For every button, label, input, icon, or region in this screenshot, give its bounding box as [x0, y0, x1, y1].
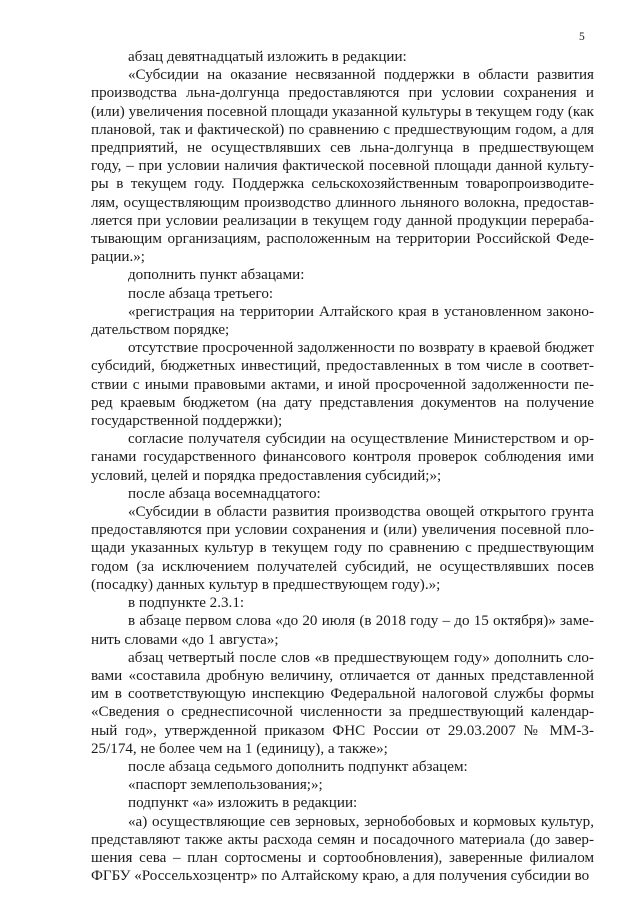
paragraph: «а) осуществляющие сев зерновых, зернобобовых и кормовых культур, представляют также акты расхода семян и посадочного материала (до завершения сева – план сортосмены и сортообновления), заверенные филиалом ФГБУ «Россельхозцентр» по Алтайскому краю, а для получения субсидии во [91, 813, 594, 885]
document-body [91, 48, 594, 885]
paragraph: подпункт «а» изложить в редакции: [128, 795, 358, 812]
page-number: 5 [579, 31, 585, 43]
paragraph: «паспорт землепользования;»; [128, 777, 323, 794]
paragraph: «Субсидии на оказание несвязанной поддержки в области развития производства льна-долгунца предоставляются при условии сохранения и (или) увеличения посевной площади указанной культуры в текущем году (как плановой, так и фактической) по сравнению с предшествующим годом, а для предприятий, не осуществлявших сев льна-долгунца в предшествующем году, – при условии наличия фактической посевной площади данной культуры в текущем году. Поддержка сельскохозяйственным товаропроизводителям, осуществляющим производство длинного льняного волокна, предоставляется при условии реализации в текущем году данной продукции перерабатывающим организациям, расположенным на территории Российской Федерации.»; [91, 67, 594, 266]
paragraph: в подпункте 2.3.1: [128, 595, 245, 612]
paragraph: «регистрация на территории Алтайского края в установленном законодательством порядке; [91, 303, 594, 339]
paragraph: «Субсидии в области развития производства овощей открытого грунта предоставляются при условии сохранения и (или) увеличения посевной площади указанных культур в текущем году по сравнению с предшествующим годом (за исключением получателей субсидий, не осуществлявших посев (посадку) данных культур в предшествующем году).»; [91, 504, 594, 593]
paragraph: отсутствие просроченной задолженности по возврату в краевой бюджет субсидий, бюджетных инвестиций, предоставленных в том числе в соответствии с иными правовыми актами, и иной просроченной задолженности перед краевым бюджетом (на дату представления документов на получение государственной поддержки); [91, 340, 594, 430]
paragraph: после абзаца восемнадцатого: [128, 485, 321, 502]
paragraph: после абзаца третьего: [128, 285, 274, 302]
paragraph: в абзаце первом слова «до 20 июля (в 2018 году – до 15 октября)» заменить словами «до 1 августа»; [91, 613, 594, 648]
paragraph: абзац четвертый после слов «в предшествующем году» дополнить словами «составила дробную величину, отличается от данных представленной им в соответствующую инспекцию Федеральной налоговой службы формы «Сведения о среднесписочной численности за предшествующий календарный год», утвержденной приказом ФНС России от 29.03.2007 № ММ-3-25/174, не более чем на 1 (единицу), а также»; [91, 649, 594, 757]
paragraph: дополнить пункт абзацами: [128, 267, 305, 284]
paragraph: абзац девятнадцатый изложить в редакции: [128, 49, 407, 65]
paragraph: согласие получателя субсидии на осуществление Министерством и органами государственного финансового контроля проверок соблюдения ими условий, целей и порядка предоставления субсидий;»; [91, 431, 594, 484]
paragraph: после абзаца седьмого дополнить подпункт абзацем: [128, 758, 468, 775]
